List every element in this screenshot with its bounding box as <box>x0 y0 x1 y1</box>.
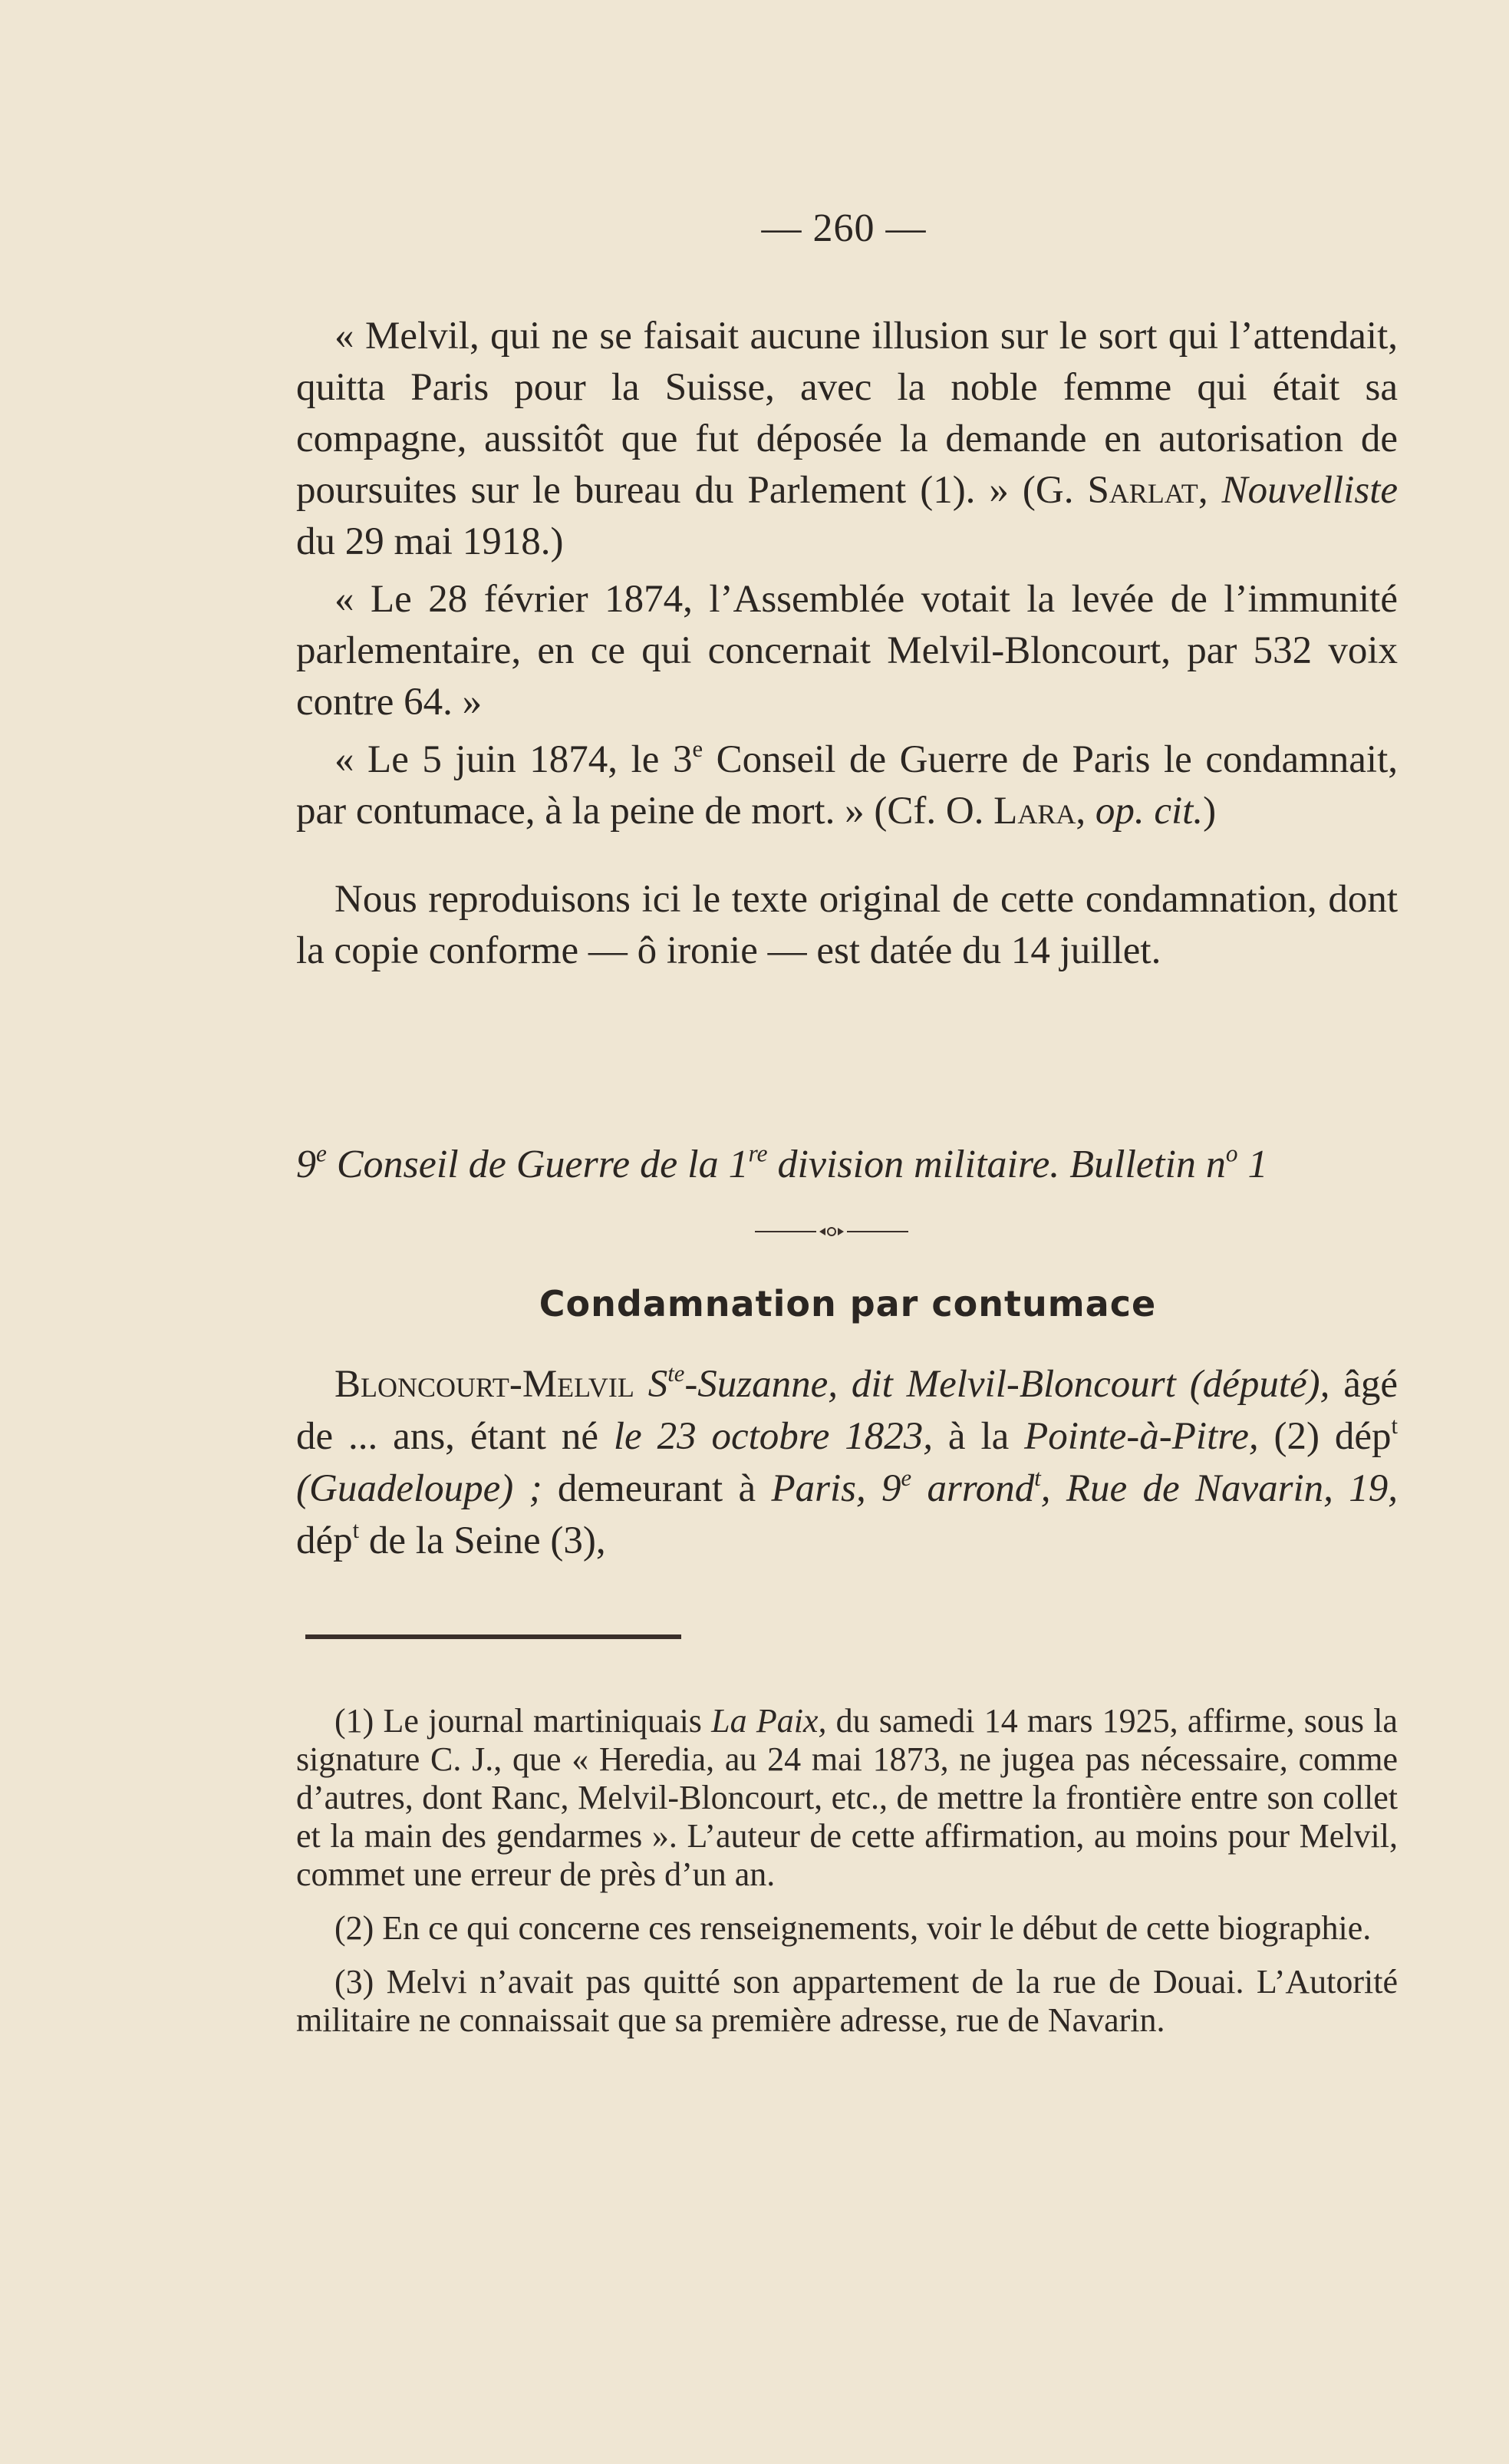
footnotes <box>296 1702 1398 2055</box>
council-bulletin-title: 9e Conseil de Guerre de la 1re division militaire. Bulletin $n^o$ 1 <box>296 1140 1268 1186</box>
body-text <box>296 311 1398 977</box>
footnote-2: (2) En ce qui concerne ces renseignements, voir le début de cette biographie. <box>334 1909 1372 1947</box>
footnote-rule <box>305 1634 681 1639</box>
page-number: — 260 — <box>761 206 927 250</box>
journal-title: Nouvelliste <box>1221 469 1398 512</box>
convicted-name: Bloncourt-Melvil <box>334 1363 634 1406</box>
footnote-1: (1) Le journal martiniquais La Paix, du samedi 14 mars 1925, affirme, sous la signature C. J., que « Heredia, au 24 mai 1873, ne jugea pas nécessaire, comme d’autres, dont Ranc, Melvil-Bloncourt, etc., de mettre la frontière entre son collet et la main des gendarmes ». L’auteur de cette affirmation, au moins pour Melvil, commet une erreur de près d’un an. <box>296 1702 1398 1893</box>
paragraph-sarlat-quote: « Melvil, qui ne se faisait aucune illusion sur le sort qui l’attendait, quitta Paris pour la Suisse, avec la noble femme qui était sa compagne, aussitôt que fut déposée la demande en autorisation de poursuites sur le bureau du Parlement (1). » (G. Sarlat, Nouvelliste du 29 mai 1918.) <box>296 315 1398 563</box>
sentence-entry: Bloncourt-Melvil $S^{te}$-Suzanne, dit Melvil-Bloncourt (député), âgé de ... ans, étant né le 23 octobre 1823, à la Pointe-à-Pitre, (2) dép$^t$ (Guadeloupe) ; demeurant à Paris, 9e arrond$^t$, Rue de Navarin, 19, dép$^t$ de la Seine (3), <box>296 1361 1399 1562</box>
paragraph-condemnation: « Le 5 juin 1874, le 3e Conseil de Guerre de Paris le condamnait, par contumace, à la peine de mort. » (Cf. O. Lara, op. cit.) <box>296 736 1399 833</box>
paragraph-immunity: « Le 28 février 1874, l’Assemblée votait la levée de l’immunité parlementaire, en ce qui concernait Melvil-Bloncourt, par 532 voix contre 64. » <box>296 578 1398 724</box>
author-name: Lara <box>993 790 1076 833</box>
paragraph-reproduction: Nous reproduisons ici le texte original de cette condamnation, dont la copie conforme — ô ironie — est datée du 14 juillet. <box>296 878 1398 972</box>
ornament-divider <box>755 1226 908 1237</box>
section-heading: Condamnation par contumace <box>539 1283 1157 1324</box>
footnote-3: (3) Melvi n’avait pas quitté son appartement de la rue de Douai. L’Autorité militaire ne connaissait que sa première adresse, rue de Navarin. <box>296 1963 1398 2039</box>
author-name: Sarlat <box>1087 469 1198 512</box>
